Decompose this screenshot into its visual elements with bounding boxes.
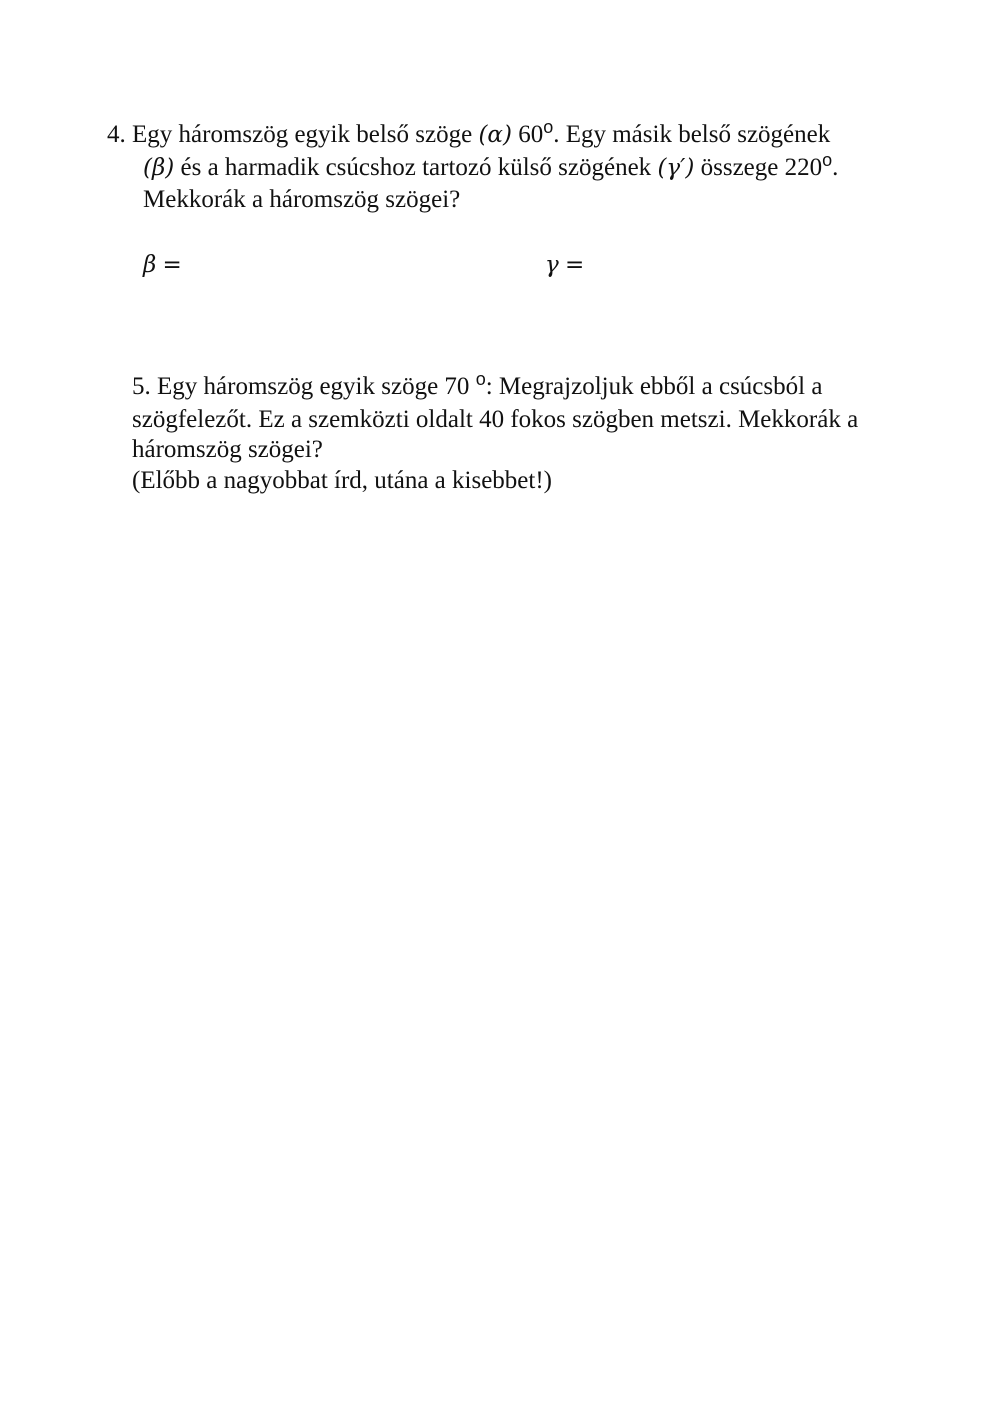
text: . Egy másik belső szögének — [553, 121, 831, 148]
degree-sign: o — [822, 150, 833, 170]
beta-symbol: β — [143, 252, 157, 278]
text: és a harmadik csúcshoz tartozó külső szögének — [174, 154, 658, 181]
beta-answer-label — [143, 250, 182, 280]
problem-5-line-2: szögfelezőt. Ez a szemközti oldalt 40 fokos szögben metszi. Mekkorák a — [132, 406, 859, 433]
text: . — [832, 154, 839, 181]
gamma-symbol: γ — [545, 252, 559, 278]
beta-symbol: (β) — [143, 155, 175, 181]
problem-number: 4. — [107, 121, 126, 148]
text: 5. Egy háromszög egyik szöge 70 — [132, 373, 476, 400]
degree-sign: o — [543, 117, 554, 137]
problem-4-line-3: Mekkorák a háromszög szögei? — [143, 186, 461, 213]
gamma-prime-symbol: (γ′) — [657, 155, 695, 181]
problem-5-line-4: (Előbb a nagyobbat írd, utána a kisebbet!) — [132, 467, 552, 494]
alpha-symbol: (α) — [478, 122, 512, 148]
text: Egy háromszög egyik belső szöge — [132, 121, 479, 148]
equals-sign: = — [565, 252, 585, 278]
text: 60 — [511, 121, 544, 148]
problem-5-line-1 — [132, 369, 823, 402]
text: : Megrajzoljuk ebből a csúcsból a — [485, 373, 823, 400]
equals-sign: = — [162, 252, 182, 278]
gamma-answer-label — [545, 250, 584, 280]
problem-4-line-2 — [143, 150, 839, 183]
text: összege 220 — [694, 154, 823, 181]
problem-4-line-1 — [107, 117, 831, 150]
degree-sign: o — [475, 369, 486, 389]
problem-5-line-3: háromszög szögei? — [132, 436, 323, 463]
